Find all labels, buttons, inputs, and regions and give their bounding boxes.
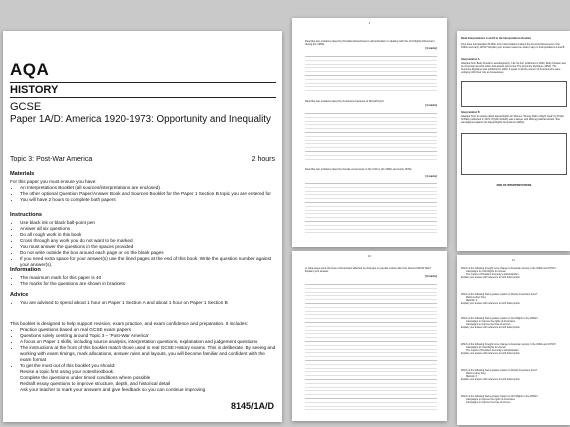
interpretations-header: Read Interpretations A and B in the Interpretations Booklet (461, 37, 531, 40)
list-item: Complete the questions under timed conditions where possible (20, 375, 151, 380)
question-text (305, 267, 437, 278)
option-bullet: Malcolm X (466, 299, 478, 302)
topic-line (10, 156, 275, 163)
judgement-question-1: Which of the following brought more change to American society in the 1960s and 1970s? (461, 267, 556, 270)
explain-instruction: Explain your answer with reference to both bullet points. (461, 378, 521, 381)
explain-instruction: Explain your answer with reference to both bullet points. (461, 352, 521, 355)
option-bullet: Campaigns for Civil Rights for women (466, 270, 506, 273)
end-of-interpretations: END OF INTERPRETATIONS (496, 184, 532, 187)
list-item: • The instructions at the front of this booklet match those used in real GCSE History exams. This is deliberate. By seeing and working with exam timings, mark allocations, answer rules and layouts, you will become familiar and confident with the exam format (20, 345, 276, 363)
list-item: • The maximum mark for this paper is 40 (20, 275, 276, 281)
advice-heading: Advice (10, 292, 29, 298)
list-item: • Questions solely centring around Topic 3 – 'Post-War America' (20, 333, 276, 339)
booklet-info (10, 321, 276, 393)
explain-instruction: Explain your answer with reference to both bullet points. (461, 302, 521, 305)
option-bullet: Campaigns to improve the rights of Americans (466, 320, 515, 323)
instructions-heading: Instructions (10, 212, 43, 218)
question-block (461, 369, 567, 381)
question-page-11[interactable] (457, 255, 570, 425)
answer-lines[interactable] (305, 53, 437, 93)
question-popular-culture: In what ways were the lives of Americans affected by changes in popular culture after the Second World War? Explain your answer. (305, 267, 431, 274)
aqa-logo: AQA (10, 60, 50, 79)
option-bullet: Campaigns for Civil Rights for women (466, 346, 506, 349)
judgement-question-2: Which of the following had a greater impact on African Americans' lives? (461, 369, 538, 372)
mark-allocation: [4 marks] (425, 47, 437, 50)
list-item: • Practice questions based on real GCSE exam papers (20, 327, 276, 333)
list-item: • The marks for the questions are shown in brackets (20, 281, 276, 287)
question-text (305, 100, 437, 107)
option-bullet: The impact of President Kennedy's administration (466, 273, 519, 276)
mark-allocation: [8 marks] (425, 275, 437, 278)
judgement-question-3: Which of the following had a greater impact on Civil Rights in the 1950s? (461, 317, 538, 320)
list-item: • Do all rough work in this book (20, 232, 276, 238)
option-bullet: Campaigns to improve the lives of women (466, 323, 511, 326)
materials-heading: Materials (10, 171, 35, 177)
list-item: • You must answer the questions in the spaces provided (20, 244, 276, 250)
list-item: Ask your teacher to mark your answers and give feedback so you can continue improving (20, 387, 206, 392)
answer-lines[interactable] (305, 180, 437, 235)
option-bullet: Martin Luther King (466, 372, 486, 375)
mark-allocation: [4 marks] (425, 175, 437, 178)
interpretation-question: How does Interpretation B differ from Interpretation A about the Feminist Movement in the 1960s and early 1970s? Explain your answer based on what it says in Interpretations A and B. (461, 43, 565, 50)
option-bullet: Malcolm X (466, 375, 478, 378)
question-2: Describe two problems faced by Americans because of McCarthyism. (305, 100, 385, 103)
cover-page[interactable] (3, 31, 282, 422)
subject-title: HISTORY (10, 84, 59, 96)
answer-lines[interactable] (305, 110, 437, 160)
answer-lines[interactable] (305, 281, 437, 413)
question-page-10[interactable] (292, 251, 447, 421)
question-block (461, 343, 567, 355)
question-3: Describe two problems faced by female movements in the USA in the 1960s and early 1970s. (305, 168, 413, 171)
judgement-question-2: Which of the following had a greater impact on African Americans' lives? (461, 293, 538, 296)
question-1: Describe two problems faced by President Eisenhower's administration in dealing with the Civil Rights Movement during the 1950s. (305, 40, 435, 47)
question-block (461, 293, 567, 305)
question-page-2[interactable] (292, 18, 447, 247)
list-item: • An Interpretations Booklet (all sources/interpretations are enclosed) (20, 185, 276, 191)
interpretation-b-intro: Adapted from an article called 'Equal Rights for Women: Wrong Path to Right Goal' by Phyllis Schlafly published in 1972. Phyllis Schlafly was a lawyer and lifelong political activist. She campaigned against the Equal Rights Amendment (ERA). (461, 115, 564, 125)
booklet-intro: This booklet is designed to help support revision, exam practice, and exam confidence and preparation. It includes: (10, 321, 249, 326)
question-text (305, 40, 437, 50)
question-block (461, 317, 567, 329)
interpretations-page[interactable] (457, 31, 570, 251)
duration: 2 hours (251, 156, 275, 163)
divider (10, 82, 276, 83)
option-bullet: Martin Luther King (466, 296, 486, 299)
question-block (461, 267, 567, 279)
advice-section (10, 292, 276, 306)
explain-instruction: Explain your answer with reference to both bullet points. (461, 326, 521, 329)
interpretation-b-title: Interpretation B (461, 111, 480, 114)
materials-section (10, 171, 276, 203)
list-item: • A focus on Paper 1 skills, including source analysis, interpretation questions, explanation and judgement questions (20, 339, 276, 345)
page-number: 10 (368, 255, 371, 258)
list-item: • Cross through any work you do not want to be marked (20, 238, 276, 244)
interpretation-a-title: Interpretation A (461, 58, 480, 61)
interpretation-a-box (461, 81, 567, 107)
option-bullet: Campaigns to improve the rights of Americans (466, 398, 515, 401)
option-bullet: Campaigns to improve the lives of women (466, 401, 511, 404)
list-item: • You are advised to spend about 1 hour on Paper 1 Section A and about 1 hour on Paper 1 Section B (20, 300, 276, 306)
list-item: • Use black ink or black ball-point pen (20, 220, 276, 226)
level-title: GCSE (10, 101, 42, 113)
information-heading: Information (10, 267, 41, 273)
mark-allocation: [4 marks] (425, 104, 437, 107)
list-item: • If you need extra space for your answer(s) use the lined pages at the end of this book. Write the question number against your answer(s). (20, 256, 276, 268)
list-item: Redraft essay questions to improve structure, depth, and historical detail (20, 381, 171, 386)
list-item: • Answer all six questions (20, 226, 276, 232)
page-number: 11 (512, 259, 515, 262)
list-item: • You will have 2 hours to complete both papers (20, 197, 276, 203)
paper-title: Paper 1A/D: America 1920-1973: Opportunity and Inequality (10, 114, 271, 125)
list-item: • Do not write outside the box around each page or on the blank pages (20, 250, 276, 256)
divider (10, 97, 276, 98)
paper-code: 8145/1A/D (230, 401, 274, 411)
list-item: • The other optional Question Paper/Answer Book and Sources Booklet for the Paper 1 Section B topic you are entered for (20, 191, 276, 197)
topic-title: Topic 3: Post-War America (10, 156, 93, 163)
judgement-question-3: Which of the following had a greater impact on Civil Rights in the 1950s? (461, 395, 538, 398)
question-text (305, 168, 437, 178)
explain-instruction: Explain your answer with reference to both bullet points. (461, 276, 521, 279)
question-block (461, 395, 567, 404)
list-item: • To get the most out of this booklet you should: (20, 363, 276, 369)
judgement-question-1: Which of the following brought more change to American society in the 1960s and 1970s? (461, 343, 556, 346)
interpretation-a-intro: Adapted from Betty Friedan's autobiography, 'Life So Far' published in 2000. Betty Friedan was an American feminist writer and activist who wrote The Feminine Mystique (1963). The Feminine Mystique was published in 1963. It spoke to all the women of America who were unhappy with their role as housewives. (461, 62, 566, 75)
option-bullet: The impact of President Kennedy's administration (466, 349, 519, 352)
page-number: 2 (368, 22, 371, 25)
instructions-section (10, 212, 276, 268)
materials-intro: For this paper you must ensure you have: (10, 179, 97, 184)
information-section (10, 267, 276, 287)
list-item: Revise a topic first using your notes/textbook (20, 369, 114, 374)
interpretation-b-box (461, 133, 567, 175)
